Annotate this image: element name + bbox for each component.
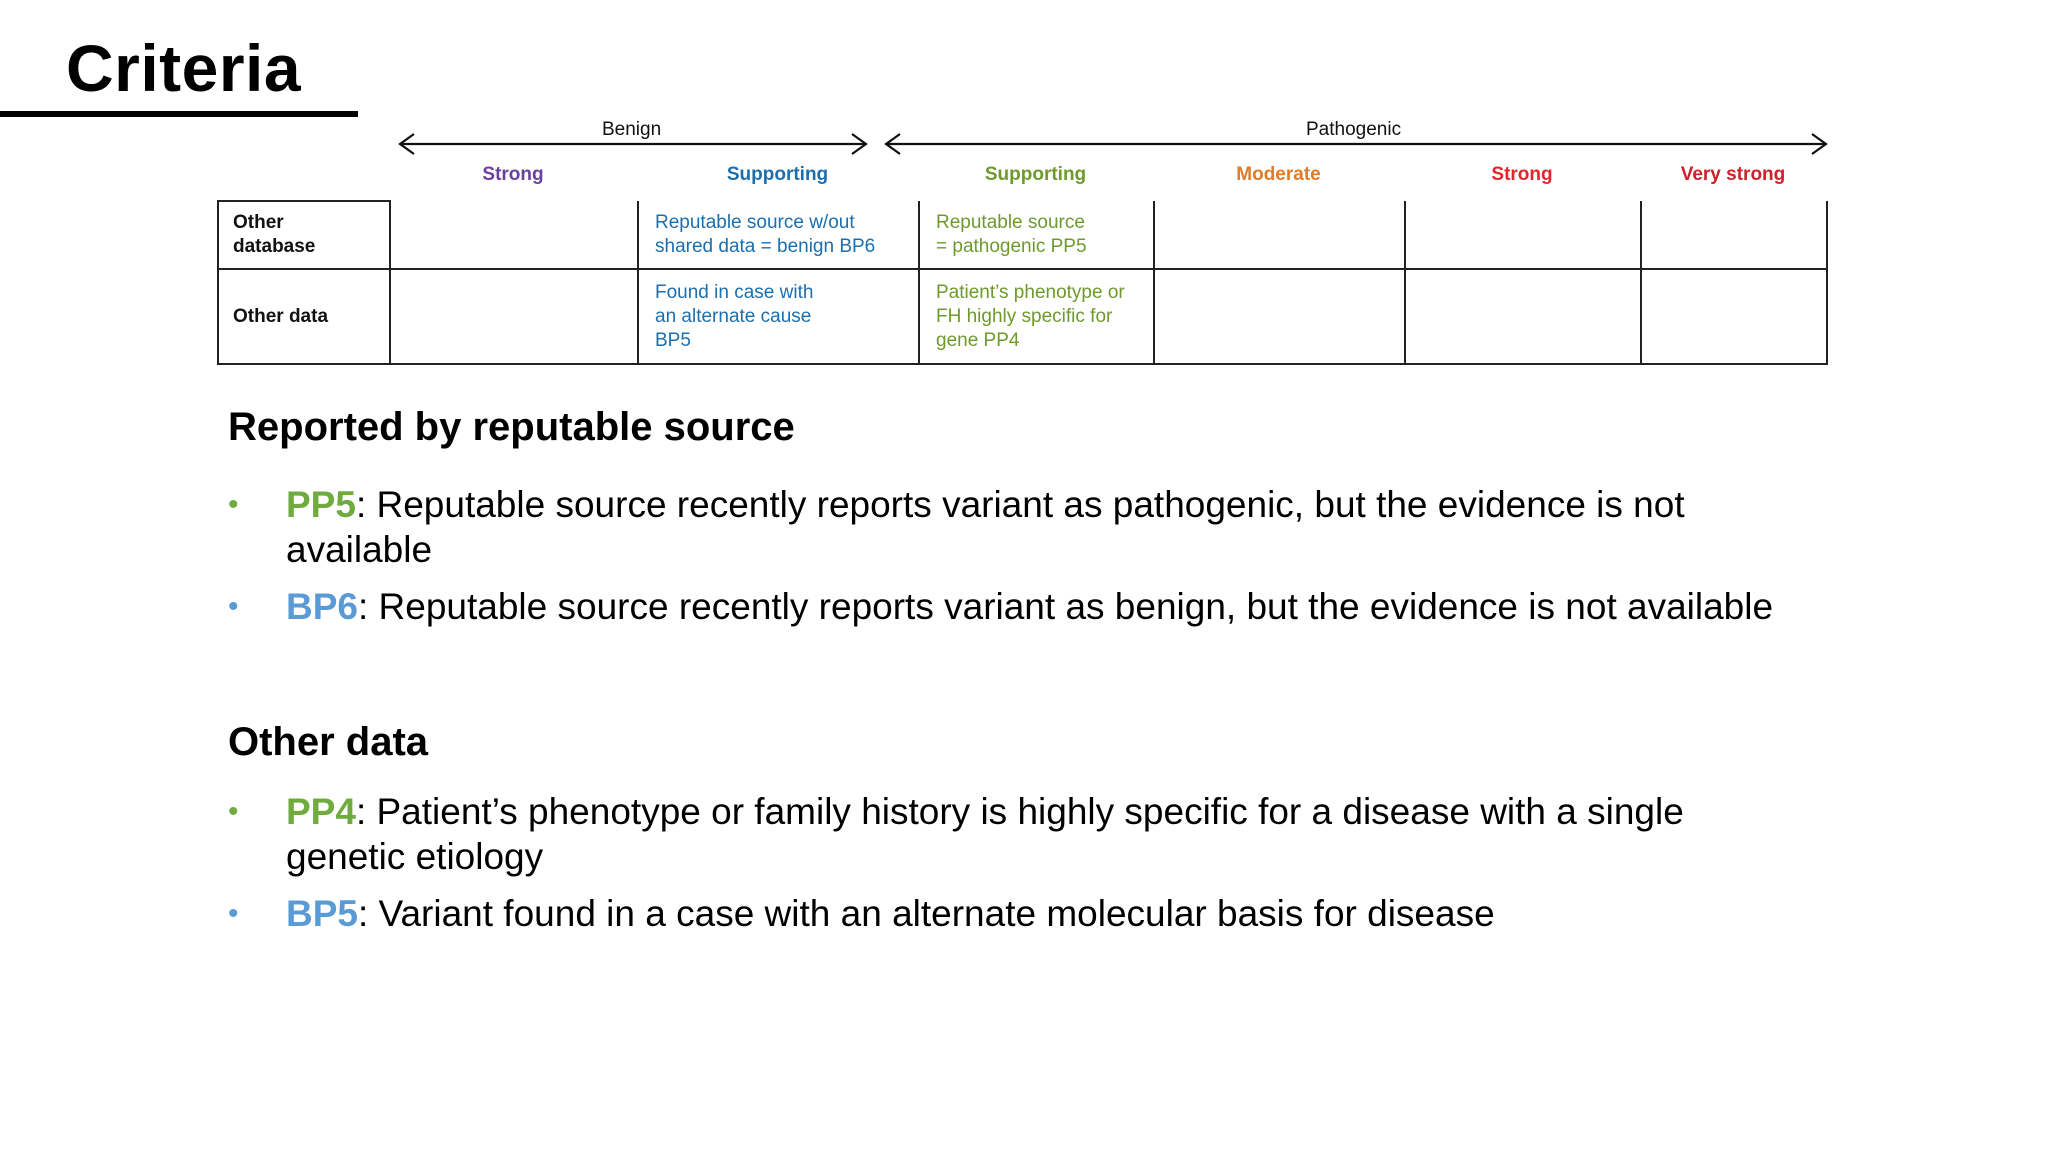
cell-line: Reputable source w/out [655,211,855,233]
bullet-dot: • [228,590,239,623]
cell-pathogenic-supporting-pp4 [919,269,1154,364]
bullet-dot: • [228,795,239,828]
bullet-dot: • [228,488,239,521]
cell-line: Reputable source [936,211,1085,233]
cell-empty [1154,269,1405,364]
pathogenic-label: Pathogenic [1306,119,1402,140]
list-item [228,584,1788,629]
row-label-line: Other [233,212,284,233]
list-item [228,789,1788,879]
cell-benign-supporting-bp5 [638,269,919,364]
title-underline [0,111,358,117]
cell-line: an alternate cause [655,305,812,327]
row-label-other-data: Other data [218,269,390,364]
cell-empty [390,201,638,269]
criterion-code: PP5 [286,484,356,525]
bullet-list-other-data [228,789,1788,948]
cell-empty [1641,269,1827,364]
list-item [228,482,1788,572]
row-label-other-database [218,201,390,269]
criterion-text: : Patient’s phenotype or family history is highly specific for a disease with a single genetic etiology [286,791,1684,877]
criterion-text: : Variant found in a case with an alternate molecular basis for disease [357,893,1495,934]
criteria-table [217,200,1828,365]
criterion-text: : Reputable source recently reports variant as pathogenic, but the evidence is not available [286,484,1685,570]
criterion-text: : Reputable source recently reports variant as benign, but the evidence is not available [357,586,1774,627]
cell-empty [1154,201,1405,269]
col-pathogenic-very-strong: Very strong [1680,164,1786,185]
cell-line: Found in case with [655,281,814,303]
cell-line: gene PP4 [936,329,1020,351]
slide-title: Criteria [66,31,302,105]
cell-empty [1405,269,1641,364]
criterion-code: PP4 [286,791,356,832]
table-row-other-database [218,201,1827,269]
cell-line: FH highly specific for [936,305,1113,327]
benign-label: Benign [602,119,662,140]
col-pathogenic-moderate: Moderate [1236,164,1321,185]
cell-line: Patient’s phenotype or [936,281,1125,303]
bullet-dot: • [228,897,239,930]
cell-empty [1641,201,1827,269]
cell-line: = pathogenic PP5 [936,235,1087,257]
section-heading-other-data: Other data [228,720,429,764]
table-row-other-data [218,269,1827,364]
cell-empty [1405,201,1641,269]
col-pathogenic-supporting: Supporting [984,164,1087,185]
cell-line: BP5 [655,329,691,351]
bullet-list-reputable-source [228,482,1788,641]
list-item [228,891,1788,936]
row-label-line: database [233,236,316,257]
cell-line: shared data = benign BP6 [655,235,876,257]
cell-benign-supporting-bp6 [638,201,919,269]
section-heading-reputable-source: Reported by reputable source [228,405,795,449]
col-benign-supporting: Supporting [726,164,829,185]
cell-empty [390,269,638,364]
cell-pathogenic-supporting-pp5 [919,201,1154,269]
col-pathogenic-strong: Strong [1491,164,1553,185]
col-benign-strong: Strong [482,164,544,185]
criterion-code: BP6 [286,586,358,627]
criterion-code: BP5 [286,893,358,934]
